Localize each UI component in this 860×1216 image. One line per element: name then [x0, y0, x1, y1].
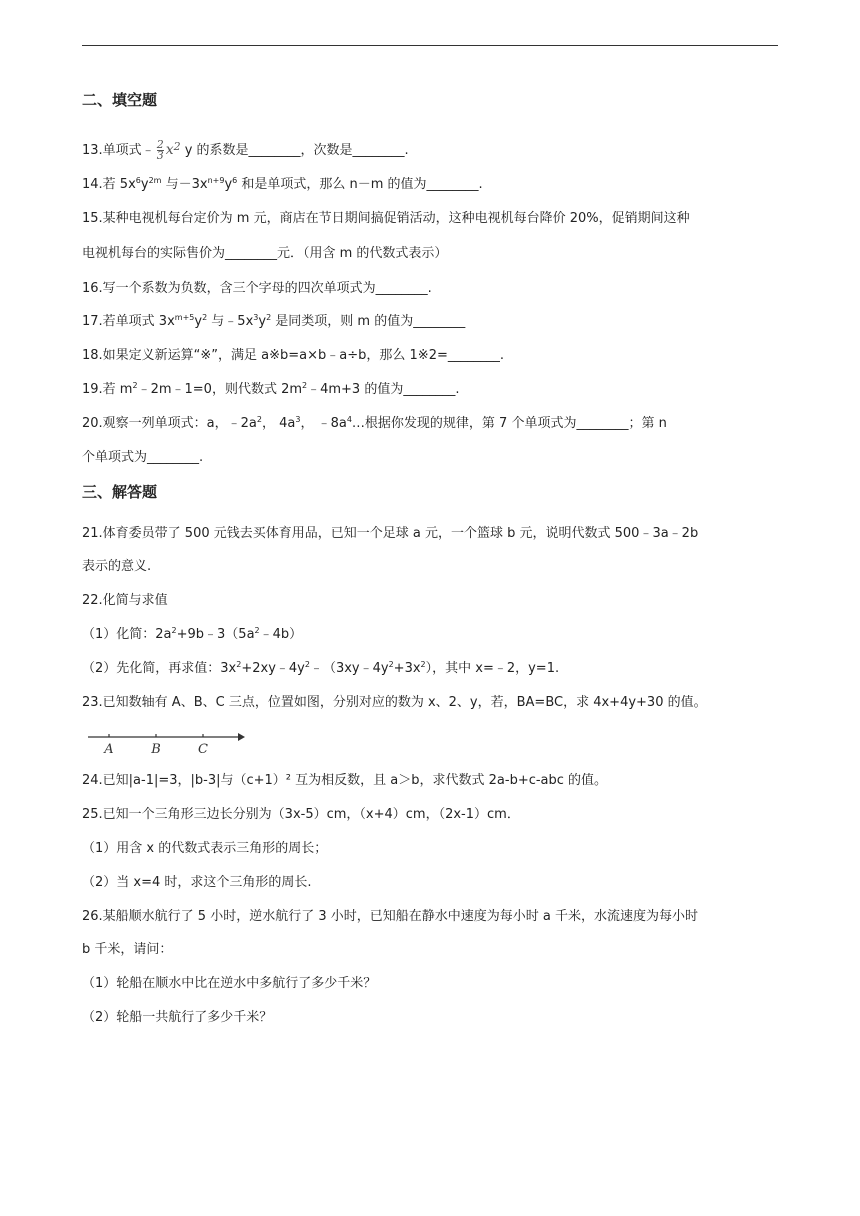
question-13: 13.单项式﹣ $\frac{2}{3}$ $x^2$ y 的系数是________，次数是________.: [82, 138, 409, 162]
question-26-part1: （1）轮船在顺水中比在逆水中多航行了多少千米？: [82, 976, 377, 991]
question-15-line1: 15.某种电视机每台定价为 m 元，商店在节日期间搞促销活动，这种电视机每台降价 20%，促销期间这种: [82, 211, 690, 226]
question-26-line1: 26.某船顺水航行了 5 小时，逆水航行了 3 小时，已知船在静水中速度为每小时 a 千米，水流速度为每小时: [82, 909, 698, 924]
section-title-fill-blank: 二、填空题: [82, 91, 158, 109]
number-line-arrow: [238, 733, 245, 741]
fraction: $\frac{2}{3}$: [156, 138, 164, 162]
question-21-line2: 表示的意义.: [82, 559, 152, 574]
question-22-part2: （2）先化简，再求值：$3x^2+2xy﹣4y^2﹣(3xy﹣4y^2+3x^2)$，其中 x=﹣2，y=1.: [82, 660, 560, 676]
question-15-line2: 电视机每台的实际售价为________元．（用含 m 的代数式表示）: [82, 246, 448, 261]
question-14: 14.若 $5x^6y^{2m}$ 与$-3x^{n+9}y^6$ 和是单项式，那么 n－m 的值为________.: [82, 176, 483, 192]
question-20-line2: 个单项式为________.: [82, 450, 204, 465]
question-16: 16.写一个系数为负数，含三个字母的四次单项式为________.: [82, 281, 432, 296]
question-25: 25.已知一个三角形三边长分别为（3x-5）cm，（x+4）cm，（2x-1）cm．: [82, 807, 520, 822]
question-17: 17.若单项式 $3x^{m+5}y^2$ 与$﹣5x^3y^2$ 是同类项，则 m 的值为________: [82, 313, 466, 329]
question-23: 23.已知数轴有 A、B、C 三点，位置如图，分别对应的数为 x、2、y，若，BA=BC，求 4x+4y+30 的值。: [82, 695, 707, 710]
section-title-solve: 三、解答题: [82, 483, 158, 501]
question-20: 20.观察一列单项式：a，$﹣2a^2$， $4a^3$， $﹣8a^4\dots$根据你发现的规律，第 7 个单项式为________；第 n: [82, 415, 667, 431]
question-22-part1: （1）化简：$2a^2+9b﹣3(5a^2﹣4b)$: [82, 626, 303, 642]
header-rule: [82, 45, 778, 46]
label-b: B: [151, 742, 161, 757]
question-25-part2: （2）当 x=4 时，求这个三角形的周长.: [82, 875, 312, 890]
question-26-line2: b 千米，请问：: [82, 942, 173, 957]
label-c: C: [198, 742, 208, 757]
question-26-part2: （2）轮船一共航行了多少千米？: [82, 1010, 273, 1025]
question-21-line1: 21.体育委员带了 500 元钱去买体育用品，已知一个足球 a 元，一个篮球 b 元，说明代数式 500﹣3a﹣2b: [82, 526, 699, 541]
question-19: 19.若 $m^2﹣2m﹣1=0$，则代数式 $2m^2﹣4m+3$ 的值为________.: [82, 381, 460, 397]
label-a: A: [104, 742, 114, 757]
question-24: 24.已知|a-1|=3，|b-3|与（c+1）² 互为相反数，且 a＞b，求代数式 2a-b+c-abc 的值。: [82, 773, 608, 788]
question-18: 18.如果定义新运算“※”，满足 a※b=a×b﹣a÷b，那么 1※2=________.: [82, 348, 504, 363]
question-22-title: 22.化简与求值: [82, 593, 168, 608]
question-25-part1: （1）用含 x 的代数式表示三角形的周长；: [82, 841, 328, 856]
number-line-diagram: [88, 731, 248, 757]
